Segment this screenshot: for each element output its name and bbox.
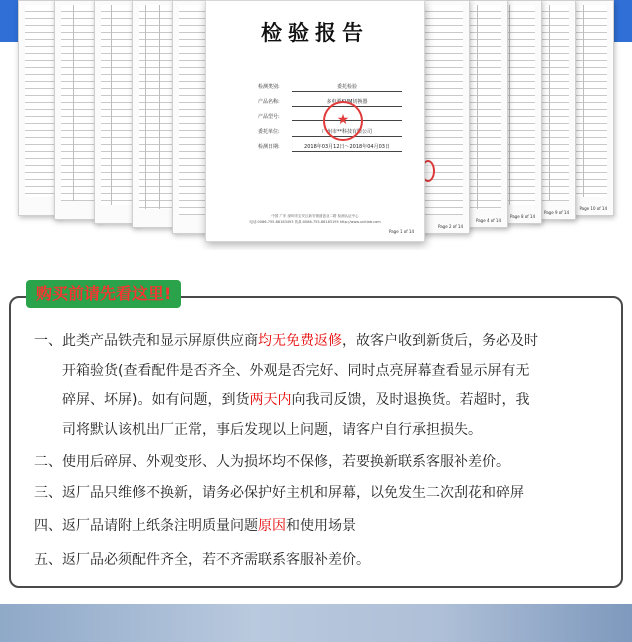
notice-tag-label: 购买前请先看这里! — [36, 284, 172, 303]
notice-text: 和使用场景 — [286, 518, 356, 534]
notice-item-1-line-2: 开箱验货(查看配件是否齐全、外观是否完好、同时点亮屏幕查看显示屏有无 — [62, 363, 530, 379]
notice-item-5: 五、返厂品必须配件齐全，若不齐需联系客服补差价。 — [34, 552, 370, 568]
notice-text: 向我司反馈，及时退换货。若超时，我 — [291, 392, 530, 408]
report-cover-page — [205, 0, 425, 242]
info-value: 多电源KVM切换器 — [292, 98, 402, 107]
info-label: 检测类别: — [258, 84, 280, 90]
report-footer-contact: 电话:0086-755-86183493 传真:0086-755-86183195 http://www.unitlab.com — [249, 220, 381, 224]
info-label: 产品名称: — [258, 99, 280, 105]
notice-text: 一、此类产品铁壳和显示屏原供应商 — [34, 333, 258, 349]
report-page-right-1 — [418, 0, 470, 234]
info-value: 2018年03月12日～2018年04月03日 — [292, 143, 402, 152]
page-number: Page 1 of 14 — [389, 229, 414, 234]
info-row — [258, 141, 408, 156]
page-number: Page 10 of 14 — [579, 206, 607, 211]
info-value: 广州市**科技有限公司 — [292, 128, 402, 137]
page-number: Page 2 of 14 — [438, 224, 463, 229]
notice-item-4 — [34, 516, 356, 536]
notice-text: 四、返厂品请附上纸条注明质量问题 — [34, 518, 258, 534]
notice-tag — [26, 280, 181, 308]
page-number: Page 4 of 14 — [476, 218, 501, 223]
highlight-text: 原因 — [258, 518, 286, 534]
notice-item-1-line-3 — [62, 390, 529, 410]
notice-text: 碎屏、坏屏)。如有问题，到货 — [62, 392, 250, 408]
info-label: 检测日期: — [258, 144, 280, 150]
notice-item-3: 三、返厂品只维修不换新，请务必保护好主机和屏幕，以免发生二次刮花和碎屏 — [34, 485, 524, 501]
official-seal: ★ — [323, 101, 363, 141]
highlight-text: 两天内 — [249, 392, 292, 408]
info-label: 产品型号: — [258, 114, 280, 120]
report-footer-address: 中国 广东 深圳市宝安区新安街道创业二路 检测认证中心 — [271, 214, 359, 218]
highlight-text: 均无免费返修 — [258, 333, 342, 349]
info-row — [258, 81, 408, 96]
notice-item-2: 二、使用后碎屏、外观变形、人为损坏均不保修，若要换新联系客服补差价。 — [34, 454, 510, 470]
notice-text: ，故客户收到新货后，务必及时 — [342, 333, 538, 349]
page-number: Page 9 of 14 — [544, 210, 569, 215]
info-label: 委托单位: — [258, 129, 280, 135]
page-number: Page 8 of 14 — [510, 214, 535, 219]
notice-item-1 — [34, 331, 538, 351]
report-title: 检验报告 — [261, 21, 369, 45]
bottom-banner — [0, 604, 632, 642]
report-image-banner — [0, 0, 632, 250]
info-value: 委托检验 — [292, 83, 402, 92]
notice-item-1-line-4: 司将默认该机出厂正常，事后发现以上问题，请客户自行承担损失。 — [62, 422, 482, 438]
